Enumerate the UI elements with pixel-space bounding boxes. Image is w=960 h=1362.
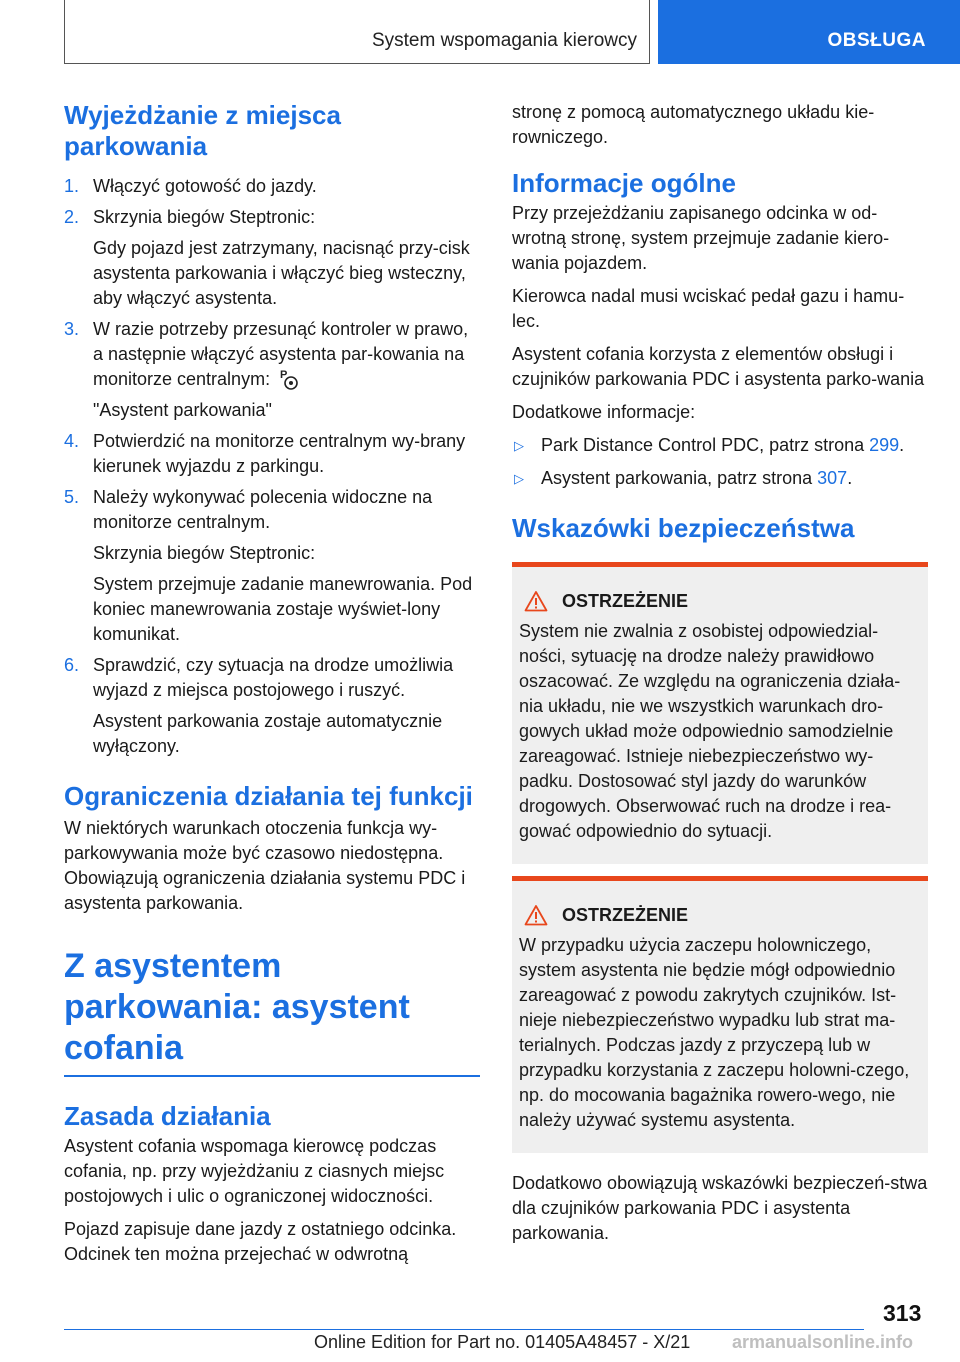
right-column [512, 100, 928, 1246]
warning-triangle-icon [524, 904, 548, 926]
step-text: Potwierdzić na monitorze centralnym wy-brany kierunek wyjazdu z parkingu. [93, 431, 466, 476]
warning-label: OSTRZEŻENIE [562, 590, 689, 611]
header-chapter-box [64, 0, 650, 64]
step-item [64, 429, 480, 479]
watermark-text: armanualsonline.info [732, 1332, 914, 1352]
step-subtext: System przejmuje zadanie manewrowania. Pod koniec manewrowania zostaje wyświet-lony komunikat. [93, 574, 473, 644]
step-item [64, 485, 480, 647]
step-item [64, 653, 480, 759]
heading-exit-parking: Wyjeżdżanie z miejsca parkowania [64, 100, 341, 161]
triangle-bullet-icon: ▷ [514, 438, 524, 453]
step-text: W razie potrzeby przesunąć kontroler w prawo, a następnie włączyć asystenta par-kowania na monitorze centralnym: [93, 319, 469, 389]
limits-text: W niektórych warunkach otoczenia funkcja wy-parkowywania może być czasowo niedostępna. Obowiązują ograniczenia działania systemu PDC i asystenta parkowania. [64, 818, 466, 913]
step-subtext: Gdy pojazd jest zatrzymany, nacisnąć przy-cisk asystenta parkowania i włączyć bieg wsteczny, aby włączyć asystenta. [93, 238, 470, 308]
triangle-bullet-icon: ▷ [514, 471, 524, 486]
step-subtext: Skrzynia biegów Steptronic: [93, 543, 316, 563]
reference-text: Asystent parkowania, patrz strona [541, 468, 818, 488]
reference-tail: . [899, 435, 905, 455]
warning-box [512, 562, 928, 864]
principle-text-2: Pojazd zapisuje dane jazdy z ostatniego odcinka. Odcinek ten można przejechać w odwrotną [64, 1219, 457, 1264]
step-item [64, 174, 480, 199]
edition-text: Online Edition for Part no. 01405A48457 - X/21 [314, 1332, 691, 1352]
left-column [64, 100, 480, 1267]
svg-text:P: P [280, 369, 288, 381]
heading-limits: Ograniczenia działania tej funkcji [64, 781, 473, 811]
step-number: 5. [64, 487, 80, 507]
step-number: 2. [64, 207, 80, 227]
step-number: 3. [64, 319, 80, 339]
step-subtext: Asystent parkowania zostaje automatycznie wyłączony. [93, 711, 443, 756]
section-tab [658, 0, 960, 64]
warning-header [524, 901, 920, 929]
heading-principle: Zasada działania [64, 1101, 271, 1131]
step-quote: "Asystent parkowania" [93, 400, 272, 420]
reference-item [512, 433, 928, 458]
step-item [64, 317, 480, 423]
principle-text: Asystent cofania wspomaga kierowcę podczas cofania, np. przy wyjeżdżaniu z ciasnych miejsc postojowych i ulic o ograniczonej widoczności. [64, 1136, 445, 1206]
step-number: 6. [64, 655, 80, 675]
reference-item [512, 466, 928, 491]
general-text: Przy przejeżdżaniu zapisanego odcinka w od-wrotną stronę, system przejmuje zadanie kiero-wania pojazdem. [512, 203, 890, 273]
page-link-307[interactable]: 307 [817, 468, 848, 488]
page-number: 313 [883, 1300, 922, 1326]
steps-list [64, 174, 480, 759]
safety-outro-text: Dodatkowo obowiązują wskazówki bezpieczeń-stwa dla czujników parkowania PDC i asystenta parkowania. [512, 1173, 928, 1243]
section-rule [64, 1075, 480, 1077]
general-text-2: Kierowca nadal musi wciskać pedał gazu i hamu-lec. [512, 286, 905, 331]
heading-safety: Wskazówki bezpieczeństwa [512, 513, 855, 543]
warning-label: OSTRZEŻENIE [562, 904, 689, 925]
step-text: Włączyć gotowość do jazdy. [93, 176, 317, 196]
step-text: Sprawdzić, czy sytuacja na drodze umożliwia wyjazd z miejsca postojowego i ruszyć. [93, 655, 454, 700]
heading-general-info: Informacje ogólne [512, 168, 736, 198]
step-item [64, 205, 480, 311]
warning-box [512, 876, 928, 1153]
section-tab-label: OBSŁUGA [827, 30, 926, 51]
reference-list [512, 433, 928, 491]
page-link-299[interactable]: 299 [869, 435, 900, 455]
step-text: Należy wykonywać polecenia widoczne na monitorze centralnym. [93, 487, 433, 532]
heading-reverse-assistant: Z asystentem parkowania: asystent cofania [64, 947, 410, 1067]
step-text: Skrzynia biegów Steptronic: [93, 207, 316, 227]
general-text-3: Asystent cofania korzysta z elementów obsługi i czujników parkowania PDC i asystenta parko-wania [512, 344, 925, 389]
chapter-title: System wspomagania kierowcy [371, 30, 637, 51]
continued-text: stronę z pomocą automatycznego układu kie-rowniczego. [512, 102, 875, 147]
reference-text: Park Distance Control PDC, patrz strona [541, 435, 870, 455]
step-number: 4. [64, 431, 80, 451]
parking-assistant-icon [278, 367, 300, 398]
general-text-4: Dodatkowe informacje: [512, 402, 696, 422]
warning-triangle-icon [524, 590, 548, 612]
warning-text: System nie zwalnia z osobistej odpowiedzial-ności, sytuację na drodze należy prawidłowo oszacować. Ze względu na ograniczenia działa-nia układu, nie we wszystkich warunkach dro-gowych układ może odpowiednio samodzielnie zareagować. Istnieje niebezpieczeństwo wy-padku. Dostosować styl jazdy do warunków drogowych. Obserwować ruch na drodze i rea-gować odpowiednio do sytuacji. [519, 621, 901, 841]
footer-rule [64, 1329, 864, 1330]
reference-tail: . [847, 468, 853, 488]
warning-text: W przypadku użycia zaczepu holowniczego, system asystenta nie będzie mógł odpowiednio zareagować z powodu zakrytych czujników. Ist-nieje niebezpieczeństwo wypadku lub strat ma-terialnych. Podczas jazdy z przyczepą lub w przypadku korzystania z zaczepu holowni-czego, np. do mocowania bagażnika rowero-wego, nie należy używać systemu asystenta. [519, 935, 910, 1130]
warning-header [524, 587, 920, 615]
step-number: 1. [64, 176, 80, 196]
